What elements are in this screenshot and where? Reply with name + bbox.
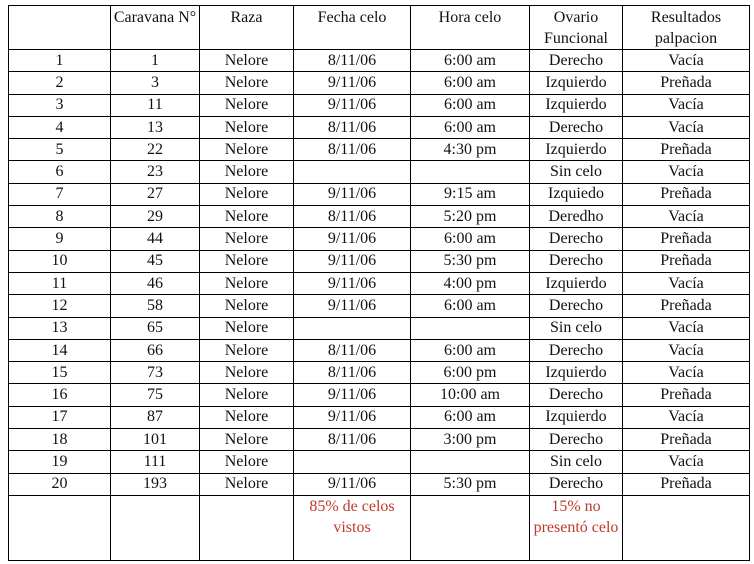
cell-resultado-palpacion: Vacía [623, 451, 750, 473]
cell-ovario-funcional: Sin celo [530, 317, 623, 339]
cell-fecha-celo [294, 451, 411, 473]
header-raza: Raza [200, 6, 294, 50]
cell-raza: Nelore [200, 50, 294, 72]
cell-caravana: 101 [111, 429, 200, 451]
cell-caravana: 65 [111, 317, 200, 339]
cell-resultado-palpacion: Vacía [623, 317, 750, 339]
table-row [9, 183, 750, 205]
cell-ovario-funcional: Izquierdo [530, 272, 623, 294]
cell-hora-celo: 10:00 am [411, 384, 530, 406]
cell-raza: Nelore [200, 139, 294, 161]
cell-ovario-funcional: Derecho [530, 339, 623, 361]
cell-resultado-palpacion: Vacía [623, 339, 750, 361]
header-fecha-celo: Fecha celo [294, 6, 411, 50]
cell-ovario-funcional: Derecho [530, 228, 623, 250]
cell-resultado-palpacion: Vacía [623, 362, 750, 384]
fecha-note: 85% de celos vistos [309, 497, 395, 536]
cell-hora-celo: 6:00 am [411, 50, 530, 72]
cell-hora-celo: 6:00 am [411, 116, 530, 138]
cell-num: 12 [9, 295, 111, 317]
summary-cell-ovario [530, 495, 623, 560]
table-row [9, 116, 750, 138]
cell-num: 14 [9, 339, 111, 361]
cell-num: 20 [9, 473, 111, 495]
summary-cell-empty [200, 495, 294, 560]
cell-ovario-funcional: Deredho [530, 206, 623, 228]
cell-resultado-palpacion: Preñada [623, 295, 750, 317]
cell-num: 8 [9, 206, 111, 228]
cell-ovario-funcional: Izquierdo [530, 362, 623, 384]
cell-fecha-celo: 8/11/06 [294, 429, 411, 451]
cell-raza: Nelore [200, 161, 294, 183]
table-row [9, 473, 750, 495]
cell-resultado-palpacion: Vacía [623, 94, 750, 116]
cell-fecha-celo [294, 317, 411, 339]
cell-ovario-funcional: Sin celo [530, 451, 623, 473]
table-row [9, 429, 750, 451]
table-row [9, 50, 750, 72]
cell-resultado-palpacion: Preñada [623, 429, 750, 451]
cell-caravana: 13 [111, 116, 200, 138]
cell-num: 13 [9, 317, 111, 339]
cell-resultado-palpacion: Vacía [623, 116, 750, 138]
cell-raza: Nelore [200, 206, 294, 228]
table-body [9, 50, 750, 561]
cell-caravana: 87 [111, 406, 200, 428]
cell-hora-celo: 9:15 am [411, 183, 530, 205]
cell-fecha-celo: 9/11/06 [294, 406, 411, 428]
cell-resultado-palpacion: Preñada [623, 183, 750, 205]
table-row [9, 406, 750, 428]
cell-fecha-celo: 8/11/06 [294, 362, 411, 384]
cell-hora-celo: 6:00 pm [411, 362, 530, 384]
cell-raza: Nelore [200, 406, 294, 428]
cell-resultado-palpacion: Preñada [623, 72, 750, 94]
cell-caravana: 3 [111, 72, 200, 94]
cell-raza: Nelore [200, 451, 294, 473]
cell-raza: Nelore [200, 94, 294, 116]
header-caravana: Caravana N° [111, 6, 200, 50]
table-header [9, 6, 750, 50]
cell-raza: Nelore [200, 272, 294, 294]
cell-resultado-palpacion: Preñada [623, 139, 750, 161]
cell-hora-celo: 6:00 am [411, 94, 530, 116]
cell-num: 11 [9, 272, 111, 294]
cell-resultado-palpacion: Preñada [623, 384, 750, 406]
cell-num: 7 [9, 183, 111, 205]
cell-fecha-celo: 9/11/06 [294, 183, 411, 205]
cell-fecha-celo: 8/11/06 [294, 206, 411, 228]
cell-resultado-palpacion: Vacía [623, 406, 750, 428]
cell-hora-celo: 4:30 pm [411, 139, 530, 161]
cell-resultado-palpacion: Vacía [623, 50, 750, 72]
cell-caravana: 1 [111, 50, 200, 72]
cell-hora-celo: 6:00 am [411, 339, 530, 361]
cell-caravana: 193 [111, 473, 200, 495]
cell-hora-celo [411, 451, 530, 473]
cell-hora-celo: 5:30 pm [411, 473, 530, 495]
cell-ovario-funcional: Derecho [530, 50, 623, 72]
cell-raza: Nelore [200, 339, 294, 361]
cell-caravana: 22 [111, 139, 200, 161]
cell-fecha-celo: 8/11/06 [294, 139, 411, 161]
ovario-note: 15% no presentó celo [533, 497, 619, 536]
cell-raza: Nelore [200, 384, 294, 406]
table-row [9, 94, 750, 116]
cell-hora-celo: 6:00 am [411, 228, 530, 250]
table-row [9, 317, 750, 339]
table-row [9, 362, 750, 384]
cell-resultado-palpacion: Vacía [623, 272, 750, 294]
table-row [9, 250, 750, 272]
cell-ovario-funcional: Sin celo [530, 161, 623, 183]
header-resultados-palpacion: Resultados palpacion [623, 6, 750, 50]
cell-fecha-celo: 8/11/06 [294, 50, 411, 72]
cell-num: 18 [9, 429, 111, 451]
cell-ovario-funcional: Izquiedo [530, 183, 623, 205]
cell-ovario-funcional: Izquierdo [530, 94, 623, 116]
table-row [9, 161, 750, 183]
cell-ovario-funcional: Derecho [530, 250, 623, 272]
summary-row [9, 495, 750, 560]
table-row [9, 228, 750, 250]
table-row [9, 295, 750, 317]
cell-ovario-funcional: Derecho [530, 116, 623, 138]
cell-ovario-funcional: Derecho [530, 295, 623, 317]
cell-caravana: 29 [111, 206, 200, 228]
cell-raza: Nelore [200, 250, 294, 272]
cell-ovario-funcional: Derecho [530, 473, 623, 495]
cell-caravana: 11 [111, 94, 200, 116]
table-row [9, 206, 750, 228]
summary-cell-empty [111, 495, 200, 560]
cell-fecha-celo: 9/11/06 [294, 228, 411, 250]
cell-raza: Nelore [200, 362, 294, 384]
cell-hora-celo: 4:00 pm [411, 272, 530, 294]
cell-hora-celo: 6:00 am [411, 295, 530, 317]
cell-caravana: 44 [111, 228, 200, 250]
cell-num: 19 [9, 451, 111, 473]
cell-raza: Nelore [200, 116, 294, 138]
table-row [9, 451, 750, 473]
cell-caravana: 27 [111, 183, 200, 205]
cell-ovario-funcional: Derecho [530, 384, 623, 406]
cell-fecha-celo [294, 161, 411, 183]
estrus-results-table [8, 5, 750, 561]
cell-caravana: 73 [111, 362, 200, 384]
cell-num: 2 [9, 72, 111, 94]
cell-hora-celo: 3:00 pm [411, 429, 530, 451]
cell-raza: Nelore [200, 429, 294, 451]
cell-caravana: 75 [111, 384, 200, 406]
cell-raza: Nelore [200, 473, 294, 495]
cell-num: 10 [9, 250, 111, 272]
cell-num: 3 [9, 94, 111, 116]
cell-hora-celo: 6:00 am [411, 72, 530, 94]
header-row [9, 6, 750, 50]
cell-caravana: 111 [111, 451, 200, 473]
cell-raza: Nelore [200, 317, 294, 339]
cell-resultado-palpacion: Preñada [623, 228, 750, 250]
cell-num: 9 [9, 228, 111, 250]
cell-fecha-celo: 8/11/06 [294, 339, 411, 361]
cell-ovario-funcional: Izquierdo [530, 72, 623, 94]
cell-caravana: 46 [111, 272, 200, 294]
cell-caravana: 45 [111, 250, 200, 272]
cell-hora-celo: 5:30 pm [411, 250, 530, 272]
summary-cell-fecha [294, 495, 411, 560]
header-hora-celo: Hora celo [411, 6, 530, 50]
cell-num: 6 [9, 161, 111, 183]
table-row [9, 72, 750, 94]
cell-caravana: 23 [111, 161, 200, 183]
cell-fecha-celo: 8/11/06 [294, 116, 411, 138]
cell-fecha-celo: 9/11/06 [294, 94, 411, 116]
cell-caravana: 66 [111, 339, 200, 361]
cell-hora-celo [411, 317, 530, 339]
cell-fecha-celo: 9/11/06 [294, 295, 411, 317]
header-num [9, 6, 111, 50]
cell-num: 4 [9, 116, 111, 138]
cell-fecha-celo: 9/11/06 [294, 250, 411, 272]
cell-hora-celo [411, 161, 530, 183]
cell-num: 5 [9, 139, 111, 161]
cell-raza: Nelore [200, 228, 294, 250]
summary-cell-empty [411, 495, 530, 560]
cell-hora-celo: 5:20 pm [411, 206, 530, 228]
cell-resultado-palpacion: Vacía [623, 161, 750, 183]
cell-fecha-celo: 9/11/06 [294, 473, 411, 495]
cell-fecha-celo: 9/11/06 [294, 72, 411, 94]
cell-ovario-funcional: Izquierdo [530, 406, 623, 428]
cell-hora-celo: 6:00 am [411, 406, 530, 428]
cell-ovario-funcional: Derecho [530, 429, 623, 451]
header-ovario-funcional: Ovario Funcional [530, 6, 623, 50]
cell-resultado-palpacion: Preñada [623, 250, 750, 272]
cell-raza: Nelore [200, 72, 294, 94]
cell-raza: Nelore [200, 295, 294, 317]
table-row [9, 384, 750, 406]
cell-num: 16 [9, 384, 111, 406]
cell-resultado-palpacion: Vacía [623, 206, 750, 228]
summary-cell-empty [9, 495, 111, 560]
cell-fecha-celo: 9/11/06 [294, 272, 411, 294]
cell-caravana: 58 [111, 295, 200, 317]
table-row [9, 339, 750, 361]
table-row [9, 139, 750, 161]
cell-fecha-celo: 9/11/06 [294, 384, 411, 406]
cell-num: 17 [9, 406, 111, 428]
cell-ovario-funcional: Izquierdo [530, 139, 623, 161]
table-row [9, 272, 750, 294]
cell-num: 15 [9, 362, 111, 384]
cell-raza: Nelore [200, 183, 294, 205]
summary-cell-empty [623, 495, 750, 560]
cell-resultado-palpacion: Preñada [623, 473, 750, 495]
cell-num: 1 [9, 50, 111, 72]
